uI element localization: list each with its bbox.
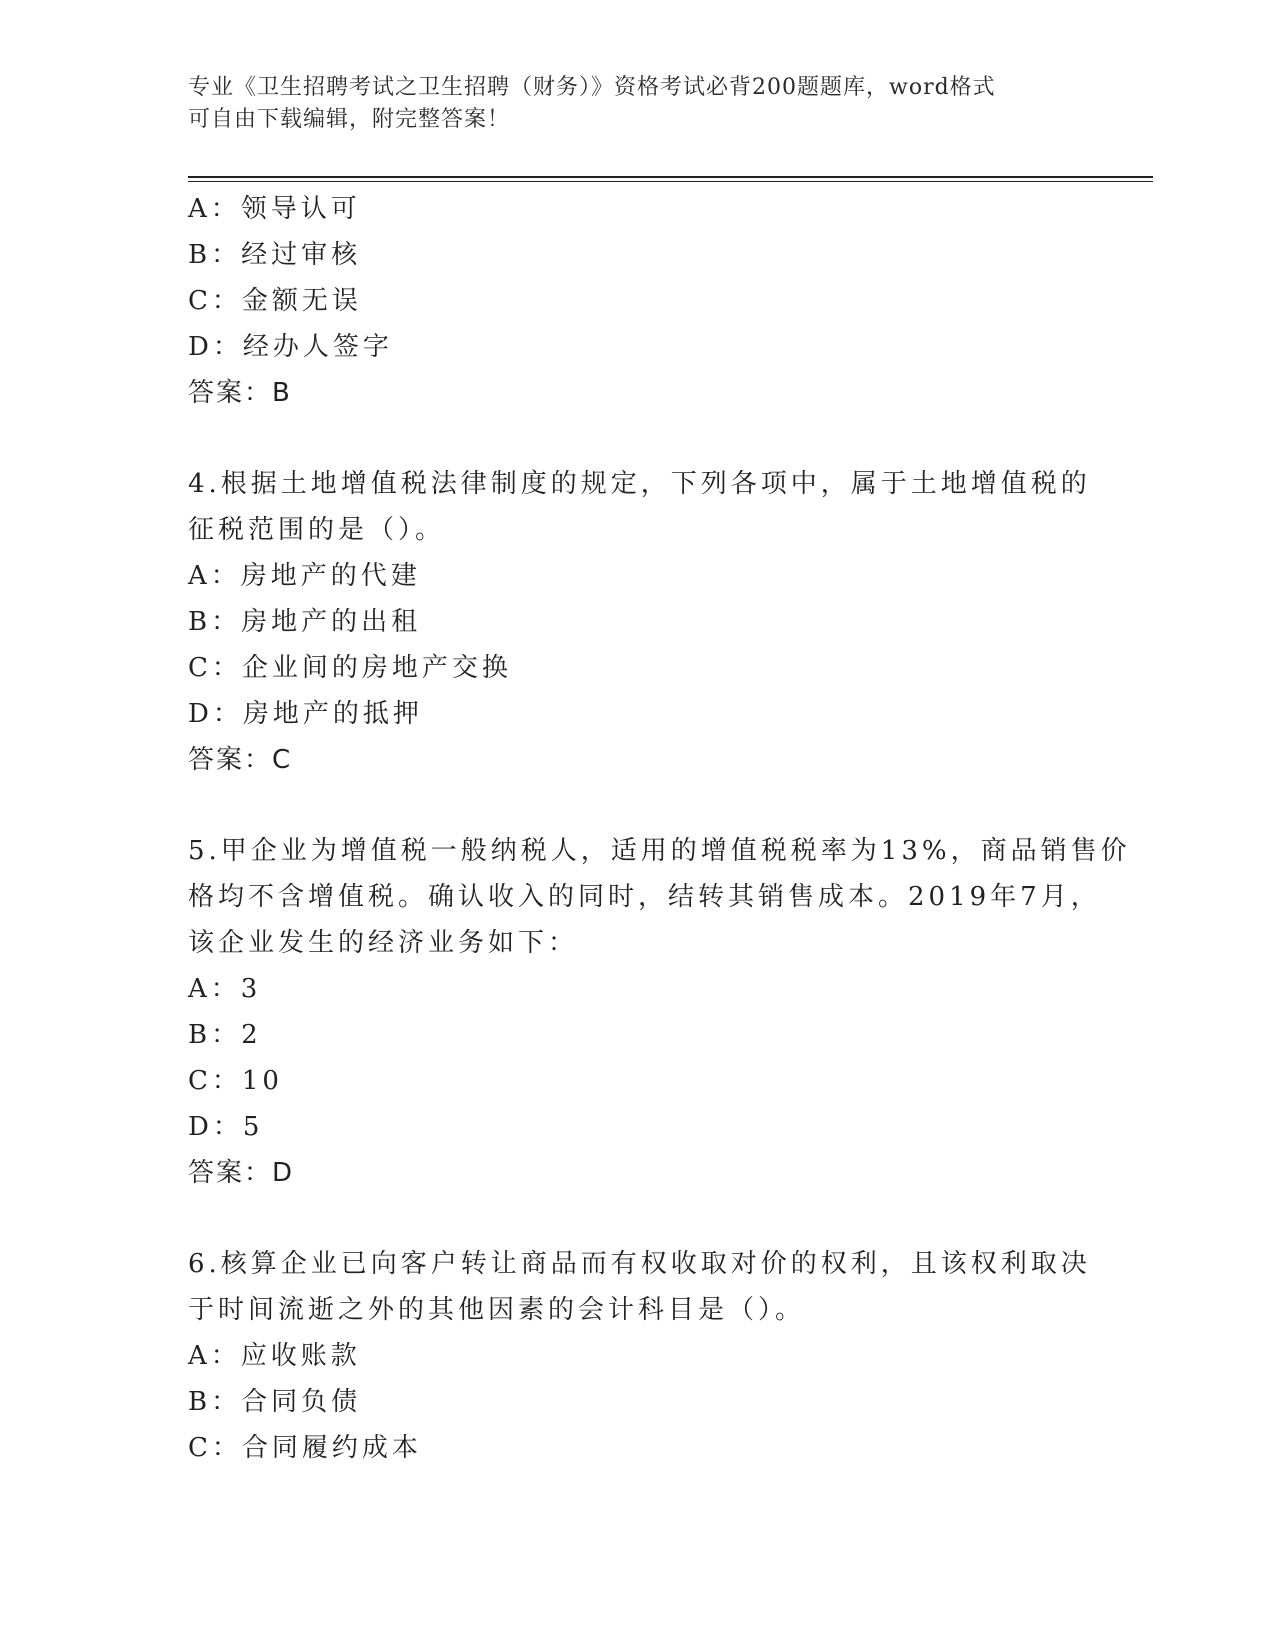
question-stem-line: 该企业发生的经济业务如下：: [188, 928, 579, 958]
spacer: [188, 416, 1088, 461]
option-b: B：2: [188, 1020, 262, 1050]
header-line-1: 专业《卫生招聘考试之卫生招聘（财务）》资格考试必背200题题库，word格式: [188, 75, 996, 100]
option-a: A：领导认可: [188, 194, 361, 224]
question-stem-line: 格均不含增值税。确认收入的同时，结转其销售成本。2019年7月，: [188, 882, 1101, 912]
option-d: D：5: [188, 1112, 264, 1142]
option-c: C：金额无误: [188, 286, 362, 316]
answer-label: 答案：C: [188, 745, 293, 775]
question-block: [188, 461, 1091, 783]
option-a: A：房地产的代建: [188, 561, 421, 591]
option-d: D：房地产的抵押: [188, 699, 423, 729]
option-c: C：10: [188, 1066, 283, 1096]
option-a: A：应收账款: [188, 1341, 361, 1371]
spacer: [188, 1196, 1088, 1241]
question-block: [188, 828, 1131, 1196]
question-block: [188, 186, 1088, 416]
option-d: D：经办人签字: [188, 332, 393, 362]
document-header: [188, 72, 1078, 136]
option-c: C：企业间的房地产交换: [188, 653, 512, 683]
question-stem-line: 5.甲企业为增值税一般纳税人，适用的增值税税率为13%，商品销售价: [188, 836, 1131, 866]
option-b: B：合同负债: [188, 1387, 362, 1417]
option-b: B：经过审核: [188, 240, 362, 270]
answer-label: 答案：D: [188, 1158, 295, 1188]
option-c: C：合同履约成本: [188, 1433, 422, 1463]
option-b: B：房地产的出租: [188, 607, 422, 637]
question-list: [188, 186, 1131, 1471]
question-block: [188, 1241, 1091, 1471]
question-stem-line: 6.核算企业已向客户转让商品而有权收取对价的权利，且该权利取决: [188, 1249, 1091, 1279]
question-stem-line: 4.根据土地增值税法律制度的规定，下列各项中，属于土地增值税的: [188, 469, 1091, 499]
header-line-2: 可自由下载编辑，附完整答案！: [188, 107, 511, 132]
spacer: [188, 783, 1088, 828]
option-a: A：3: [188, 974, 262, 1004]
question-stem-line: 征税范围的是（）。: [188, 515, 446, 545]
header-rule-thin: [188, 181, 1153, 182]
answer-label: 答案：B: [188, 378, 292, 408]
question-stem-line: 于时间流逝之外的其他因素的会计科目是（）。: [188, 1295, 806, 1325]
header-rule-thick: [188, 176, 1153, 178]
